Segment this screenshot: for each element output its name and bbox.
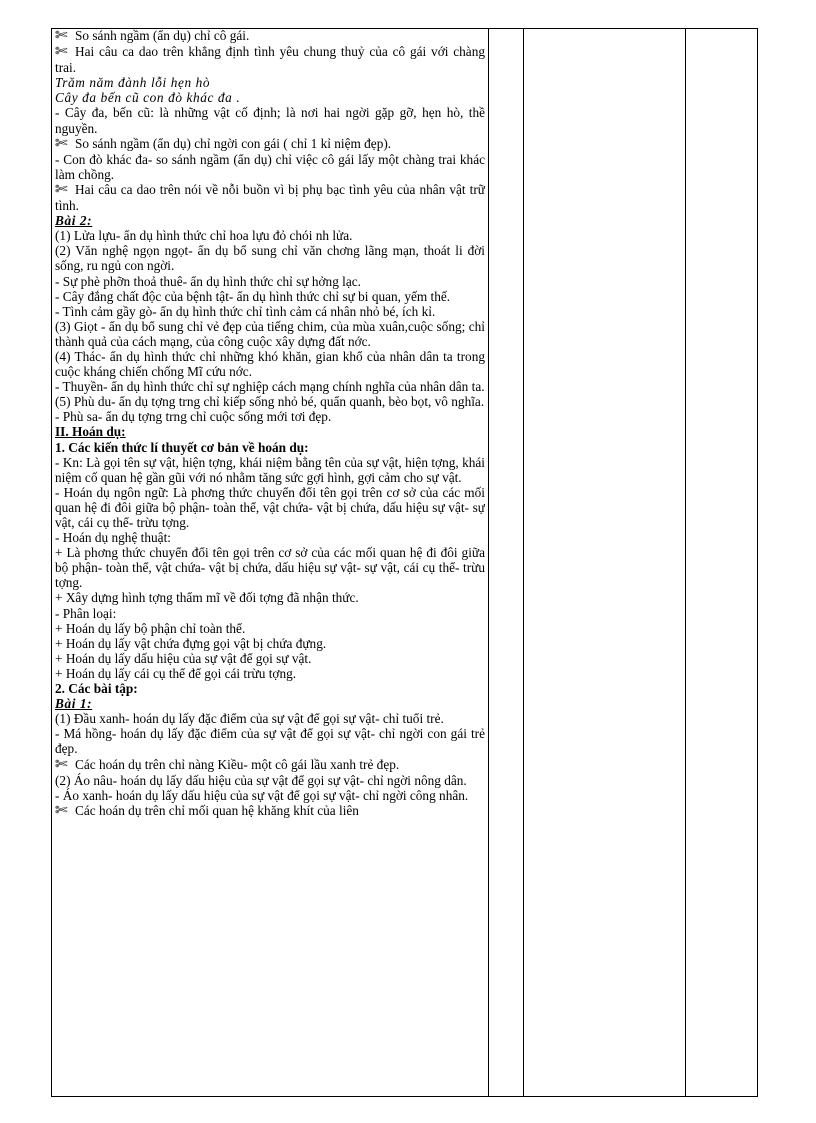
content-text: + Hoán dụ lấy vật chứa đựng gọi vật bị chứa đựng. — [55, 635, 327, 651]
content-text: - Phân loại: — [55, 605, 117, 621]
content-line — [55, 651, 485, 666]
content-text: Các hoán dụ trên chỉ nàng Kiều- một cô gái lầu xanh trẻ đẹp. — [75, 756, 400, 772]
content-text: - Kn: Là gọi tên sự vật, hiện tợng, khái niệm bằng tên của sự vật, hiện tợng, khái niệm cố quan hệ gần gũi với nó nhằm tăng sức gợi hình, gợi cảm cho sự vật. — [55, 454, 485, 485]
content-text: + Hoán dụ lấy dấu hiệu của sự vật để gọi sự vật. — [55, 650, 312, 666]
content-line — [55, 75, 485, 90]
content-line — [55, 545, 485, 590]
content-text: - Con đò khác đa- so sánh ngầm (ẩn dụ) chỉ việc cô gái lấy một chàng trai khác làm chồng. — [55, 151, 485, 182]
content-line — [55, 44, 485, 75]
content-line — [55, 455, 485, 485]
content-line — [55, 152, 485, 182]
content-line — [55, 228, 485, 243]
scissors-icon: ✄ — [55, 135, 68, 152]
content-text: - Cây đa, bến cũ: là những vật cố định; là nơi hai ngời gặp gỡ, hẹn hò, thề nguyền. — [55, 105, 485, 136]
scissors-icon: ✄ — [55, 28, 68, 44]
content-text: - Cây đắng chất độc của bệnh tật- ẩn dụ hình thức chỉ sự bi quan, yếm thế. — [55, 288, 451, 304]
column-divider — [523, 28, 524, 1097]
content-text: - Sự phè phỡn thoả thuê- ẩn dụ hình thức chỉ sự hởng lạc. — [55, 273, 361, 289]
content-line — [55, 274, 485, 289]
scissors-icon: ✄ — [55, 756, 68, 773]
content-text: - Áo xanh- hoán dụ lấy dấu hiệu của sự vật để gọi sự vật- chỉ ngời công nhân. — [55, 787, 469, 803]
content-line — [55, 90, 485, 105]
section-heading — [55, 681, 485, 696]
content-text: Trăm năm đành lỗi hẹn hò — [55, 75, 211, 91]
content-line — [55, 349, 485, 379]
content-line — [55, 409, 485, 424]
content-line — [55, 394, 485, 409]
content-column — [55, 28, 485, 819]
content-line — [55, 243, 485, 273]
content-text: (4) Thác- ẩn dụ hình thức chỉ những khó khăn, gian khổ của nhân dân ta trong cuộc kháng chiến chống Mĩ cứu nớc. — [55, 348, 485, 380]
scissors-icon: ✄ — [55, 802, 68, 819]
content-text: + Là phơng thức chuyển đổi tên gọi trên cơ sở của các mối quan hệ đi đôi giữa bộ phận- toàn thể, vật chứa- vật bị chứa, dấu hiệu sự vật- sự vật, cái cụ thể- trừu tợng. — [55, 545, 485, 591]
column-divider — [488, 28, 489, 1097]
content-text: (5) Phù du- ẩn dụ tợng trng chỉ kiếp sống nhỏ bé, quẩn quanh, bèo bọt, vô nghĩa. — [55, 394, 485, 410]
content-line — [55, 319, 485, 349]
content-line — [55, 304, 485, 319]
content-text: (2) Văn nghệ ngọn ngọt- ẩn dụ bổ sung chỉ văn chơng lãng mạn, thoát li đời sống, ru ngủ con ngời. — [55, 243, 485, 274]
content-text: (2) Áo nâu- hoán dụ lấy dấu hiệu của sự vật để gọi sự vật- chỉ ngời nông dân. — [55, 772, 467, 788]
content-text: So sánh ngầm (ẩn dụ) chỉ cô gái. — [75, 28, 250, 43]
content-text: 2. Các bài tập: — [55, 681, 138, 697]
content-line — [55, 726, 485, 756]
content-text: - Tình cảm gầy gò- ẩn dụ hình thức chỉ tình cảm cá nhân nhỏ bé, ích kỉ. — [55, 303, 436, 319]
content-line — [55, 105, 485, 135]
column-divider — [685, 28, 686, 1097]
content-text: + Hoán dụ lấy bộ phận chỉ toàn thể. — [55, 620, 246, 636]
scissors-icon: ✄ — [55, 44, 68, 61]
content-line — [55, 636, 485, 651]
section-heading — [55, 424, 485, 439]
content-text: So sánh ngầm (ẩn dụ) chỉ ngời con gái ( chỉ 1 kỉ niệm đẹp). — [75, 135, 392, 151]
content-text: (3) Giọt - ẩn dụ bổ sung chỉ vẻ đẹp của tiếng chim, của mùa xuân,cuộc sống; chỉ thành quả của cách mạng, của công cuộc xây dựng đất nớc. — [55, 318, 485, 349]
content-line — [55, 379, 485, 394]
content-line — [55, 621, 485, 636]
content-line — [55, 711, 485, 726]
content-text: Các hoán dụ trên chỉ mối quan hệ khăng khít của liên — [75, 802, 359, 818]
section-heading — [55, 213, 485, 228]
content-text: - Hoán dụ nghệ thuật: — [55, 530, 171, 546]
content-text: - Thuyền- ẩn dụ hình thức chỉ sự nghiệp cách mạng chính nghĩa của nhân dân ta. — [55, 379, 485, 395]
content-text: 1. Các kiến thức lí thuyết cơ bản về hoán dụ: — [55, 439, 309, 455]
content-line — [55, 530, 485, 545]
section-heading — [55, 696, 485, 711]
section-heading — [55, 440, 485, 455]
content-line — [55, 289, 485, 304]
content-line — [55, 485, 485, 530]
content-line — [55, 757, 485, 773]
scissors-icon: ✄ — [55, 181, 68, 198]
content-text: Bài 2: — [55, 213, 93, 229]
content-text: Bài 1: — [55, 696, 93, 712]
content-text: Hai câu ca dao trên khẳng định tình yêu chung thuỷ của cô gái với chàng trai. — [55, 44, 485, 76]
content-text: - Má hồng- hoán dụ lấy đặc điểm của sự vật để gọi sự vật- chỉ ngời con gái trẻ đẹp. — [55, 726, 485, 757]
content-text: Cây đa bến cũ con đò khác đa . — [55, 90, 241, 106]
content-line — [55, 788, 485, 803]
content-text: II. Hoán dụ: — [55, 424, 126, 440]
content-line — [55, 28, 485, 44]
content-text: - Phù sa- ẩn dụ tợng trng chỉ cuộc sống mới tơi đẹp. — [55, 409, 332, 425]
content-line — [55, 773, 485, 788]
content-line — [55, 136, 485, 152]
content-line — [55, 590, 485, 605]
content-line — [55, 182, 485, 213]
content-line — [55, 606, 485, 621]
content-text: - Hoán dụ ngôn ngữ: Là phơng thức chuyển đổi tên gọi trên cơ sở của các mối quan hệ đi đôi giữa bộ phận- toàn thể, vật chứa- vật bị chứa, dấu hiệu sự vật- sự vật, cái cụ thể- trừu tợng. — [55, 484, 485, 530]
content-text: Hai câu ca dao trên nói về nỗi buồn vì bị phụ bạc tình yêu của nhân vật trữ tình. — [55, 181, 485, 214]
content-line — [55, 803, 485, 819]
content-text: (1) Lửa lựu- ẩn dụ hình thức chỉ hoa lựu đỏ chói nh lửa. — [55, 228, 353, 244]
content-line — [55, 666, 485, 681]
content-text: (1) Đầu xanh- hoán dụ lấy đặc điểm của sự vật để gọi sự vật- chỉ tuổi trẻ. — [55, 711, 444, 727]
content-text: + Xây dựng hình tợng thẩm mĩ về đối tợng đã nhận thức. — [55, 590, 359, 606]
content-text: + Hoán dụ lấy cái cụ thể để gọi cái trừu tợng. — [55, 665, 297, 681]
